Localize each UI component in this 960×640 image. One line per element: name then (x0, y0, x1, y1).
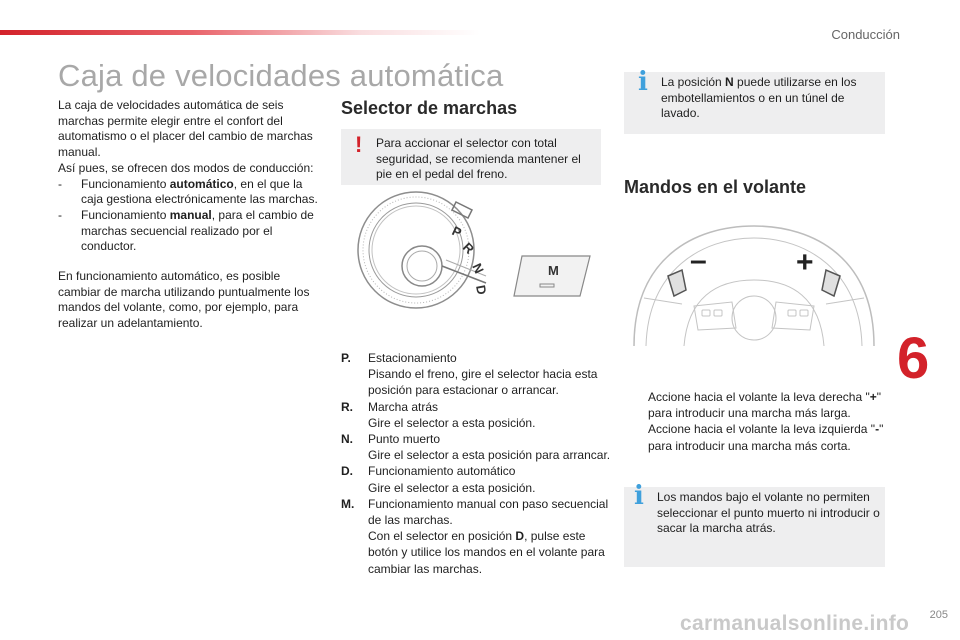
info-box-paddles: i Los mandos bajo el volante no permiten seleccionar el punto muerto ni introducir o sacar la marcha atrás. (624, 487, 885, 567)
m-button[interactable] (514, 256, 590, 296)
wheel-controls-heading: Mandos en el volante (624, 177, 807, 197)
warning-icon: ! (355, 132, 363, 157)
section-title: Conducción (831, 27, 900, 42)
list-item: N. Punto muerto (341, 432, 441, 447)
gear-selector-illustration (336, 188, 602, 310)
list-item: Gire el selector a esta posición. (368, 480, 536, 495)
warning-box (341, 129, 601, 185)
dial-letter-d: D (473, 283, 490, 296)
list-item: Accione hacia el volante la leva derecha "+" para introducir una marcha más larga. (648, 390, 882, 421)
watermark: carmanualsonline.info (680, 612, 910, 635)
plus-symbol: + (796, 246, 814, 279)
m-button-label: M (548, 263, 559, 278)
wheel-controls-list (624, 389, 884, 454)
header-accent-bar (0, 30, 480, 35)
page-title: Caja de velocidades automática (58, 58, 504, 93)
list-item: M. Funcionamiento manual con paso secuencial de las marchas. (341, 496, 609, 528)
list-item: R. Marcha atrás (341, 399, 439, 414)
info-icon: i (638, 67, 648, 97)
dial-letter-n: N (469, 260, 487, 276)
dial-letter-p: P (449, 223, 464, 241)
page-number: 205 (929, 609, 948, 621)
auto-mode-paragraph: En funcionamiento automático, es posible cambiar de marcha utilizando puntualmente los mandos del volante, como, por ejemplo, para realizar un adelantamiento. (58, 269, 310, 331)
intro-modes-lead: Así pues, se ofrecen dos modos de conducción: (58, 160, 314, 175)
warning-text: Para accionar el selector con total seguridad, se recomienda mantener el pie en el pedal del freno. (376, 136, 581, 182)
dial-letter-r: R (459, 239, 478, 257)
selector-heading: Selector de marchas (341, 98, 518, 118)
chapter-number: 6 (897, 326, 930, 391)
info-icon: i (634, 481, 644, 511)
intro-column (58, 98, 320, 332)
intro-paragraph: La caja de velocidades automática de seis marchas permite elegir entre el confort del automatismo o el placer del cambio de marchas manual. (58, 98, 313, 160)
steering-wheel-illustration (624, 218, 884, 348)
info-box-neutral: i La posición N puede utilizarse en los embotellamientos o en un túnel de lavado. (624, 72, 885, 134)
minus-symbol: – (690, 244, 707, 277)
mode-item-auto: - Funcionamiento automático, en el que la caja gestiona electrónicamente las marchas. (58, 176, 318, 207)
list-item: Gire el selector a esta posición. (368, 415, 536, 430)
list-item: Con el selector en posición D, pulse este botón y utilice los mandos en el volante para cambiar las marchas. (368, 529, 605, 576)
modes-list (58, 177, 320, 256)
list-item: D. Funcionamiento automático (341, 464, 516, 479)
list-item: Pisando el freno, gire el selector hacia esta posición para estacionar o arrancar. (368, 367, 598, 398)
list-item: Gire el selector a esta posición para arrancar. (368, 448, 611, 463)
list-item: P. Estacionamiento (341, 351, 457, 365)
mode-item-manual: - Funcionamiento manual, para el cambio de marchas secuencial realizado por el conductor. (58, 207, 314, 254)
list-item: Accione hacia el volante la leva izquierda "-" para introducir una marcha más corta. (648, 422, 884, 453)
gear-positions-list (341, 350, 611, 577)
